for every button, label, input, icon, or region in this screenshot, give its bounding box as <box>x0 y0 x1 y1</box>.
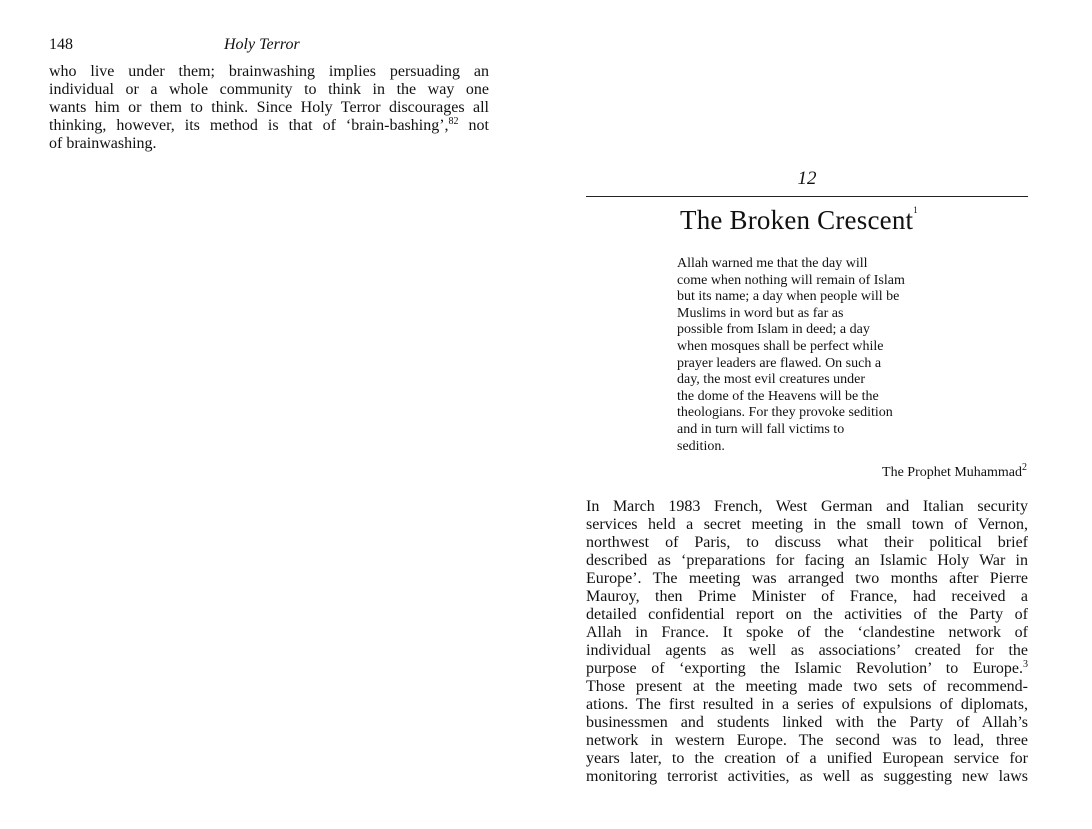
text-fragment: purpose of ‘exporting the Islamic Revolution’ to Europe. <box>586 660 1023 677</box>
text-line: Mauroy, then Prime Minister of France, had received a <box>586 588 1028 605</box>
text-line: network in western Europe. The second was to lead, three <box>586 732 1028 749</box>
footnote-marker: 3 <box>1023 659 1028 670</box>
text-line: services held a secret meeting in the small town of Vernon, <box>586 516 1028 533</box>
epigraph-line: when mosques shall be perfect while <box>677 338 884 354</box>
chapter-rule <box>586 196 1028 197</box>
epigraph-line: the dome of the Heavens will be the <box>677 388 879 404</box>
footnote-marker: 82 <box>448 116 459 127</box>
text-line: Those present at the meeting made two sets of recommend- <box>586 678 1028 695</box>
epigraph-line: but its name; a day when people will be <box>677 289 900 305</box>
epigraph-line: day, the most evil creatures under <box>677 372 866 388</box>
text-fragment: thinking, however, its method is that of ‘brain-bashing’, <box>49 117 449 134</box>
text-line: individual or a whole community to think in the way one <box>49 81 489 98</box>
epigraph <box>677 256 947 455</box>
text-line: individual agents as well as associations’ created for the <box>586 642 1028 659</box>
text-line: who live under them; brainwashing implies persuading an <box>49 63 489 80</box>
body-text-continued <box>49 63 489 153</box>
text-line: Europe’. The meeting was arranged two months after Pierre <box>586 570 1028 587</box>
text-line: monitoring terrorist activities, as well as suggesting new laws <box>586 768 1028 785</box>
text-line: wants him or them to think. Since Holy Terror discourages all <box>49 99 489 116</box>
text-line: businessmen and students linked with the Party of Allah’s <box>586 714 1028 731</box>
right-page <box>546 0 1092 829</box>
text-line: described as ‘preparations for facing an Islamic Holy War in <box>586 552 1028 569</box>
text-line: ations. The first resulted in a series of expulsions of diplomats, <box>586 696 1028 713</box>
epigraph-line: possible from Islam in deed; a day <box>677 322 870 338</box>
chapter-title <box>680 205 918 236</box>
chapter-number: 12 <box>797 168 817 189</box>
text-fragment: not <box>458 117 489 134</box>
epigraph-line: sedition. <box>677 438 725 454</box>
chapter-title-text: The Broken Crescent <box>680 205 914 235</box>
footnote-marker: 1 <box>913 205 918 215</box>
text-line <box>49 117 489 135</box>
text-line: northwest of Paris, to discuss what their political brief <box>586 534 1028 551</box>
footnote-marker: 2 <box>1022 462 1027 473</box>
running-title: Holy Terror <box>224 36 300 53</box>
text-line: years later, to the creation of a unified European service for <box>586 750 1028 767</box>
text-line <box>586 660 1028 678</box>
epigraph-line: and in turn will fall victims to <box>677 421 845 437</box>
epigraph-attribution <box>846 462 1027 481</box>
text-line: In March 1983 French, West German and Italian security <box>586 498 1028 515</box>
text-line: detailed confidential report on the activities of the Party of <box>586 606 1028 623</box>
body-text <box>586 498 1028 786</box>
epigraph-line: theologians. For they provoke sedition <box>677 405 893 421</box>
text-line: Allah in France. It spoke of the ‘clandestine network of <box>586 624 1028 641</box>
text-line: of brainwashing. <box>49 135 157 152</box>
attribution-text: The Prophet Muhammad <box>882 465 1022 480</box>
epigraph-line: Allah warned me that the day will <box>677 256 868 271</box>
epigraph-line: prayer leaders are flawed. On such a <box>677 355 882 371</box>
epigraph-line: come when nothing will remain of Islam <box>677 272 905 288</box>
running-head <box>49 36 489 56</box>
page-number: 148 <box>49 36 73 53</box>
epigraph-line: Muslims in word but as far as <box>677 305 844 321</box>
